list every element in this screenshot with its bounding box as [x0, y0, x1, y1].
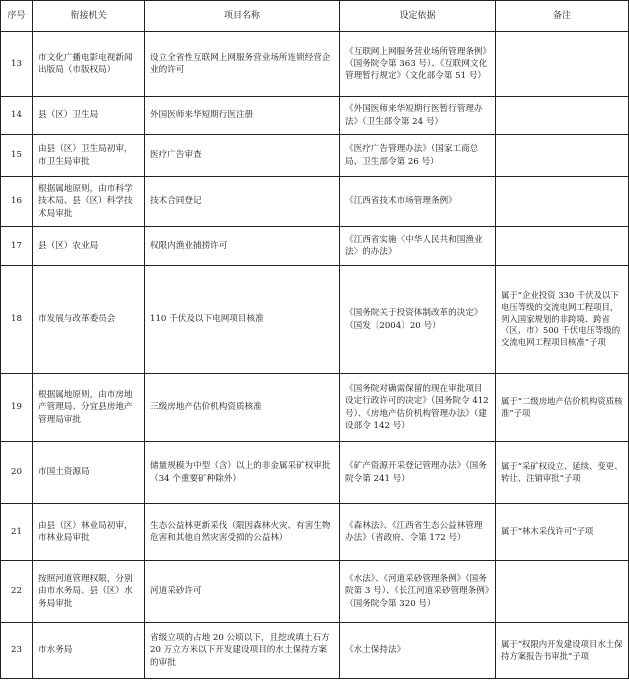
row-agency: 市发展与改革委员会: [33, 266, 145, 374]
table-row: [1, 623, 629, 679]
row-note: 属于“企业投资 330 千伏及以下电压等级的交流电网工程项目，列入国家规划的非跨境、跨省（区、市）500 千伏电压等级的交流电网工程项目核准”子项: [496, 266, 629, 374]
row-agency: 由县（区）卫生局初审，市卫生局审批: [33, 135, 145, 177]
row-basis: 《水法》、《河道采砂管理条例》（国务院第 3 号）、《长江河道采砂管理条例》（国务院令第 320 号）: [340, 561, 496, 623]
row-agency: 市国土资源局: [33, 442, 145, 504]
table-row: [1, 504, 629, 561]
row-item: 生态公益林更新采伐（限因森林火灾、有害生物危害和其他自然灾害受损的公益林）: [145, 504, 340, 561]
row-agency: 根据属地原则，由市房地产管理局、分宜县房地产管理局审批: [33, 374, 145, 442]
row-basis: 《互联网上网服务营业场所管理条例》（国务院令第 363 号）、《互联网文化管理暂行规定》（文化部令第 51 号）: [340, 32, 496, 97]
row-basis: 《国务院对确需保留的现在审批项目设定行政许可的决定》（国务院令 412 号）、《房地产估价机构管理办法》（建设部令 142 号）: [340, 374, 496, 442]
row-basis: 《江西省实施〈中华人民共和国渔业法〉的办法》: [340, 227, 496, 266]
row-note: 属于“二级房地产估价机构资质核准”子项: [496, 374, 629, 442]
row-agency: 县（区）卫生局: [33, 97, 145, 135]
row-item: 储量规模为中型（含）以上的非金属采矿权审批（34 个重要矿种除外）: [145, 442, 340, 504]
row-agency: 市水务局: [33, 623, 145, 679]
row-number: 16: [1, 177, 33, 227]
row-item: 权限内渔业捕捞许可: [145, 227, 340, 266]
row-item: 三级房地产估价机构资质核准: [145, 374, 340, 442]
header-number: 序号: [1, 1, 33, 32]
table-row: [1, 561, 629, 623]
row-agency: 市文化广播电影电视新闻出版局（市版权局）: [33, 32, 145, 97]
row-number: 18: [1, 266, 33, 374]
header-note: 备注: [496, 1, 629, 32]
row-item: 省级立项的占地 20 公顷以下，且挖或填土石方 20 万立方米以下开发建设项目的水土保持方案的审批: [145, 623, 340, 679]
row-note: 属于“林木采伐许可”子项: [496, 504, 629, 561]
row-agency: 县（区）农业局: [33, 227, 145, 266]
row-item: 设立全省性互联网上网服务营业场所连锁经营企业的许可: [145, 32, 340, 97]
header-agency: 衔接机关: [33, 1, 145, 32]
header-item-name: 项目名称: [145, 1, 340, 32]
row-number: 17: [1, 227, 33, 266]
row-item: 110 千伏及以下电网项目核准: [145, 266, 340, 374]
table-row: [1, 227, 629, 266]
row-note: [496, 97, 629, 135]
row-basis: 《医疗广告管理办法》（国家工商总局、卫生部令第 26 号）: [340, 135, 496, 177]
row-note: [496, 561, 629, 623]
row-agency: 由县（区）林业局初审，市林业局审批: [33, 504, 145, 561]
row-note: [496, 32, 629, 97]
row-number: 13: [1, 32, 33, 97]
table-row: [1, 442, 629, 504]
header-basis: 设定依据: [340, 1, 496, 32]
row-number: 14: [1, 97, 33, 135]
row-item: 技术合同登记: [145, 177, 340, 227]
table-row: [1, 266, 629, 374]
row-number: 21: [1, 504, 33, 561]
table-row: [1, 97, 629, 135]
row-item: 河道采砂许可: [145, 561, 340, 623]
row-agency: 按照河道管理权限，分别由市水务局、县（区）水务局审批: [33, 561, 145, 623]
table-row: [1, 177, 629, 227]
row-basis: 《水土保持法》: [340, 623, 496, 679]
row-basis: 《森林法》、《江西省生态公益林管理办法》（省政府、令第 172 号）: [340, 504, 496, 561]
table-row: [1, 374, 629, 442]
row-note: [496, 227, 629, 266]
row-basis: 《国务院关于投资体制改革的决定》（国发〔2004〕20 号）: [340, 266, 496, 374]
row-item: 医疗广告审查: [145, 135, 340, 177]
row-agency: 根据属地原则，由市科学技术局、县（区）科学技术局审批: [33, 177, 145, 227]
row-basis: 《矿产资源开采登记管理办法》（国务院令第 241 号）: [340, 442, 496, 504]
table-row: [1, 135, 629, 177]
row-basis: 《江西省技术市场管理条例》: [340, 177, 496, 227]
row-note: 属于“权限内开发建设项目水土保持方案报告书审批”子项: [496, 623, 629, 679]
row-number: 19: [1, 374, 33, 442]
table-header-row: [1, 1, 629, 32]
row-note: 属于“采矿权设立、延续、变更、转让、注销审批”子项: [496, 442, 629, 504]
table-row: [1, 32, 629, 97]
row-number: 20: [1, 442, 33, 504]
row-note: [496, 135, 629, 177]
row-number: 15: [1, 135, 33, 177]
row-number: 22: [1, 561, 33, 623]
row-number: 23: [1, 623, 33, 679]
row-note: [496, 177, 629, 227]
row-item: 外国医师来华短期行医注册: [145, 97, 340, 135]
row-basis: 《外国医师来华短期行医暂行管理办法》（卫生部令第 24 号）: [340, 97, 496, 135]
